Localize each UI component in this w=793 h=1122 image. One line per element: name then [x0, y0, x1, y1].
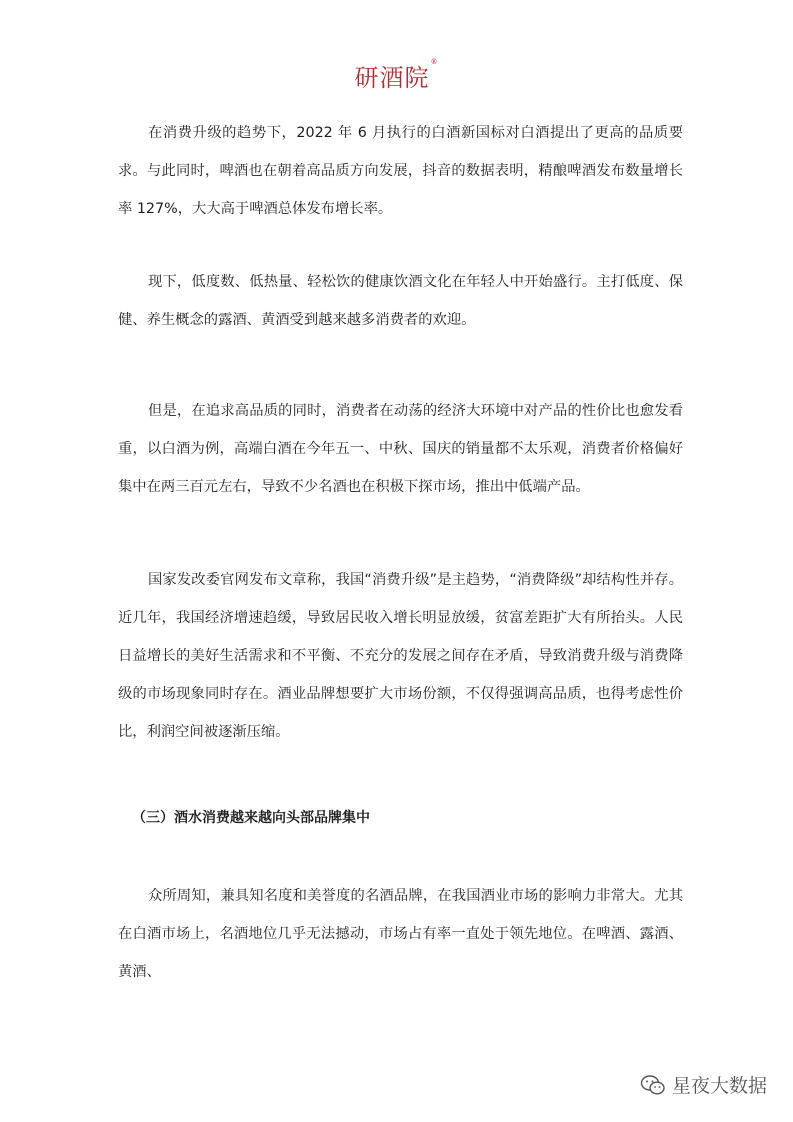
section-heading: （三）酒水消费越来越向头部品牌集中 [132, 810, 370, 826]
article-body [118, 114, 683, 991]
watermark [640, 1071, 767, 1098]
wechat-icon [640, 1074, 666, 1096]
paragraph: 现下，低度数、低热量、轻松饮的健康饮酒文化在年轻人中开始盛行。主打低度、保健、养生概念的露酒、黄酒受到越来越多消费者的欢迎。 [118, 274, 683, 328]
paragraph: 国家发改委官网发布文章称，我国“消费升级”是主趋势，“消费降级”却结构性并存。近几年，我国经济增速趋缓，导致居民收入增长明显放缓，贫富差距扩大有所抬头。人民日益增长的美好生活需求和不平衡、不充分的发展之间存在矛盾，导致消费升级与消费降级的市场现象同时存在。酒业品牌想要扩大市场份额，不仅得强调高品质，也得考虑性价比，利润空间被逐渐压缩。 [118, 572, 683, 740]
watermark-text: 星夜大数据 [671, 1075, 767, 1097]
paragraph: 在消费升级的趋势下，2022 年 6 月执行的白酒新国标对白酒提出了更高的品质要求。与此同时，啤酒也在朝着高品质方向发展，抖音的数据表明，精酿啤酒发布数量增长率 127%，大大高于啤酒总体发布增长率。 [118, 125, 683, 217]
paragraph: 但是，在追求高品质的同时，消费者在动荡的经济大环境中对产品的性价比也愈发看重，以白酒为例，高端白酒在今年五一、中秋、国庆的销量都不太乐观，消费者价格偏好集中在两三百元左右，导致不少名酒也在积极下探市场，推出中低端产品。 [118, 403, 683, 495]
header-logo [0, 58, 793, 93]
logo-text: 研酒院 [354, 64, 430, 92]
paragraph: 众所周知，兼具知名度和美誉度的名酒品牌，在我国酒业市场的影响力非常大。尤其在白酒市场上，名酒地位几乎无法撼动，市场占有率一直处于领先地位。在啤酒、露酒、黄酒、 [118, 888, 683, 980]
logo-registered-mark: ® [430, 58, 439, 66]
